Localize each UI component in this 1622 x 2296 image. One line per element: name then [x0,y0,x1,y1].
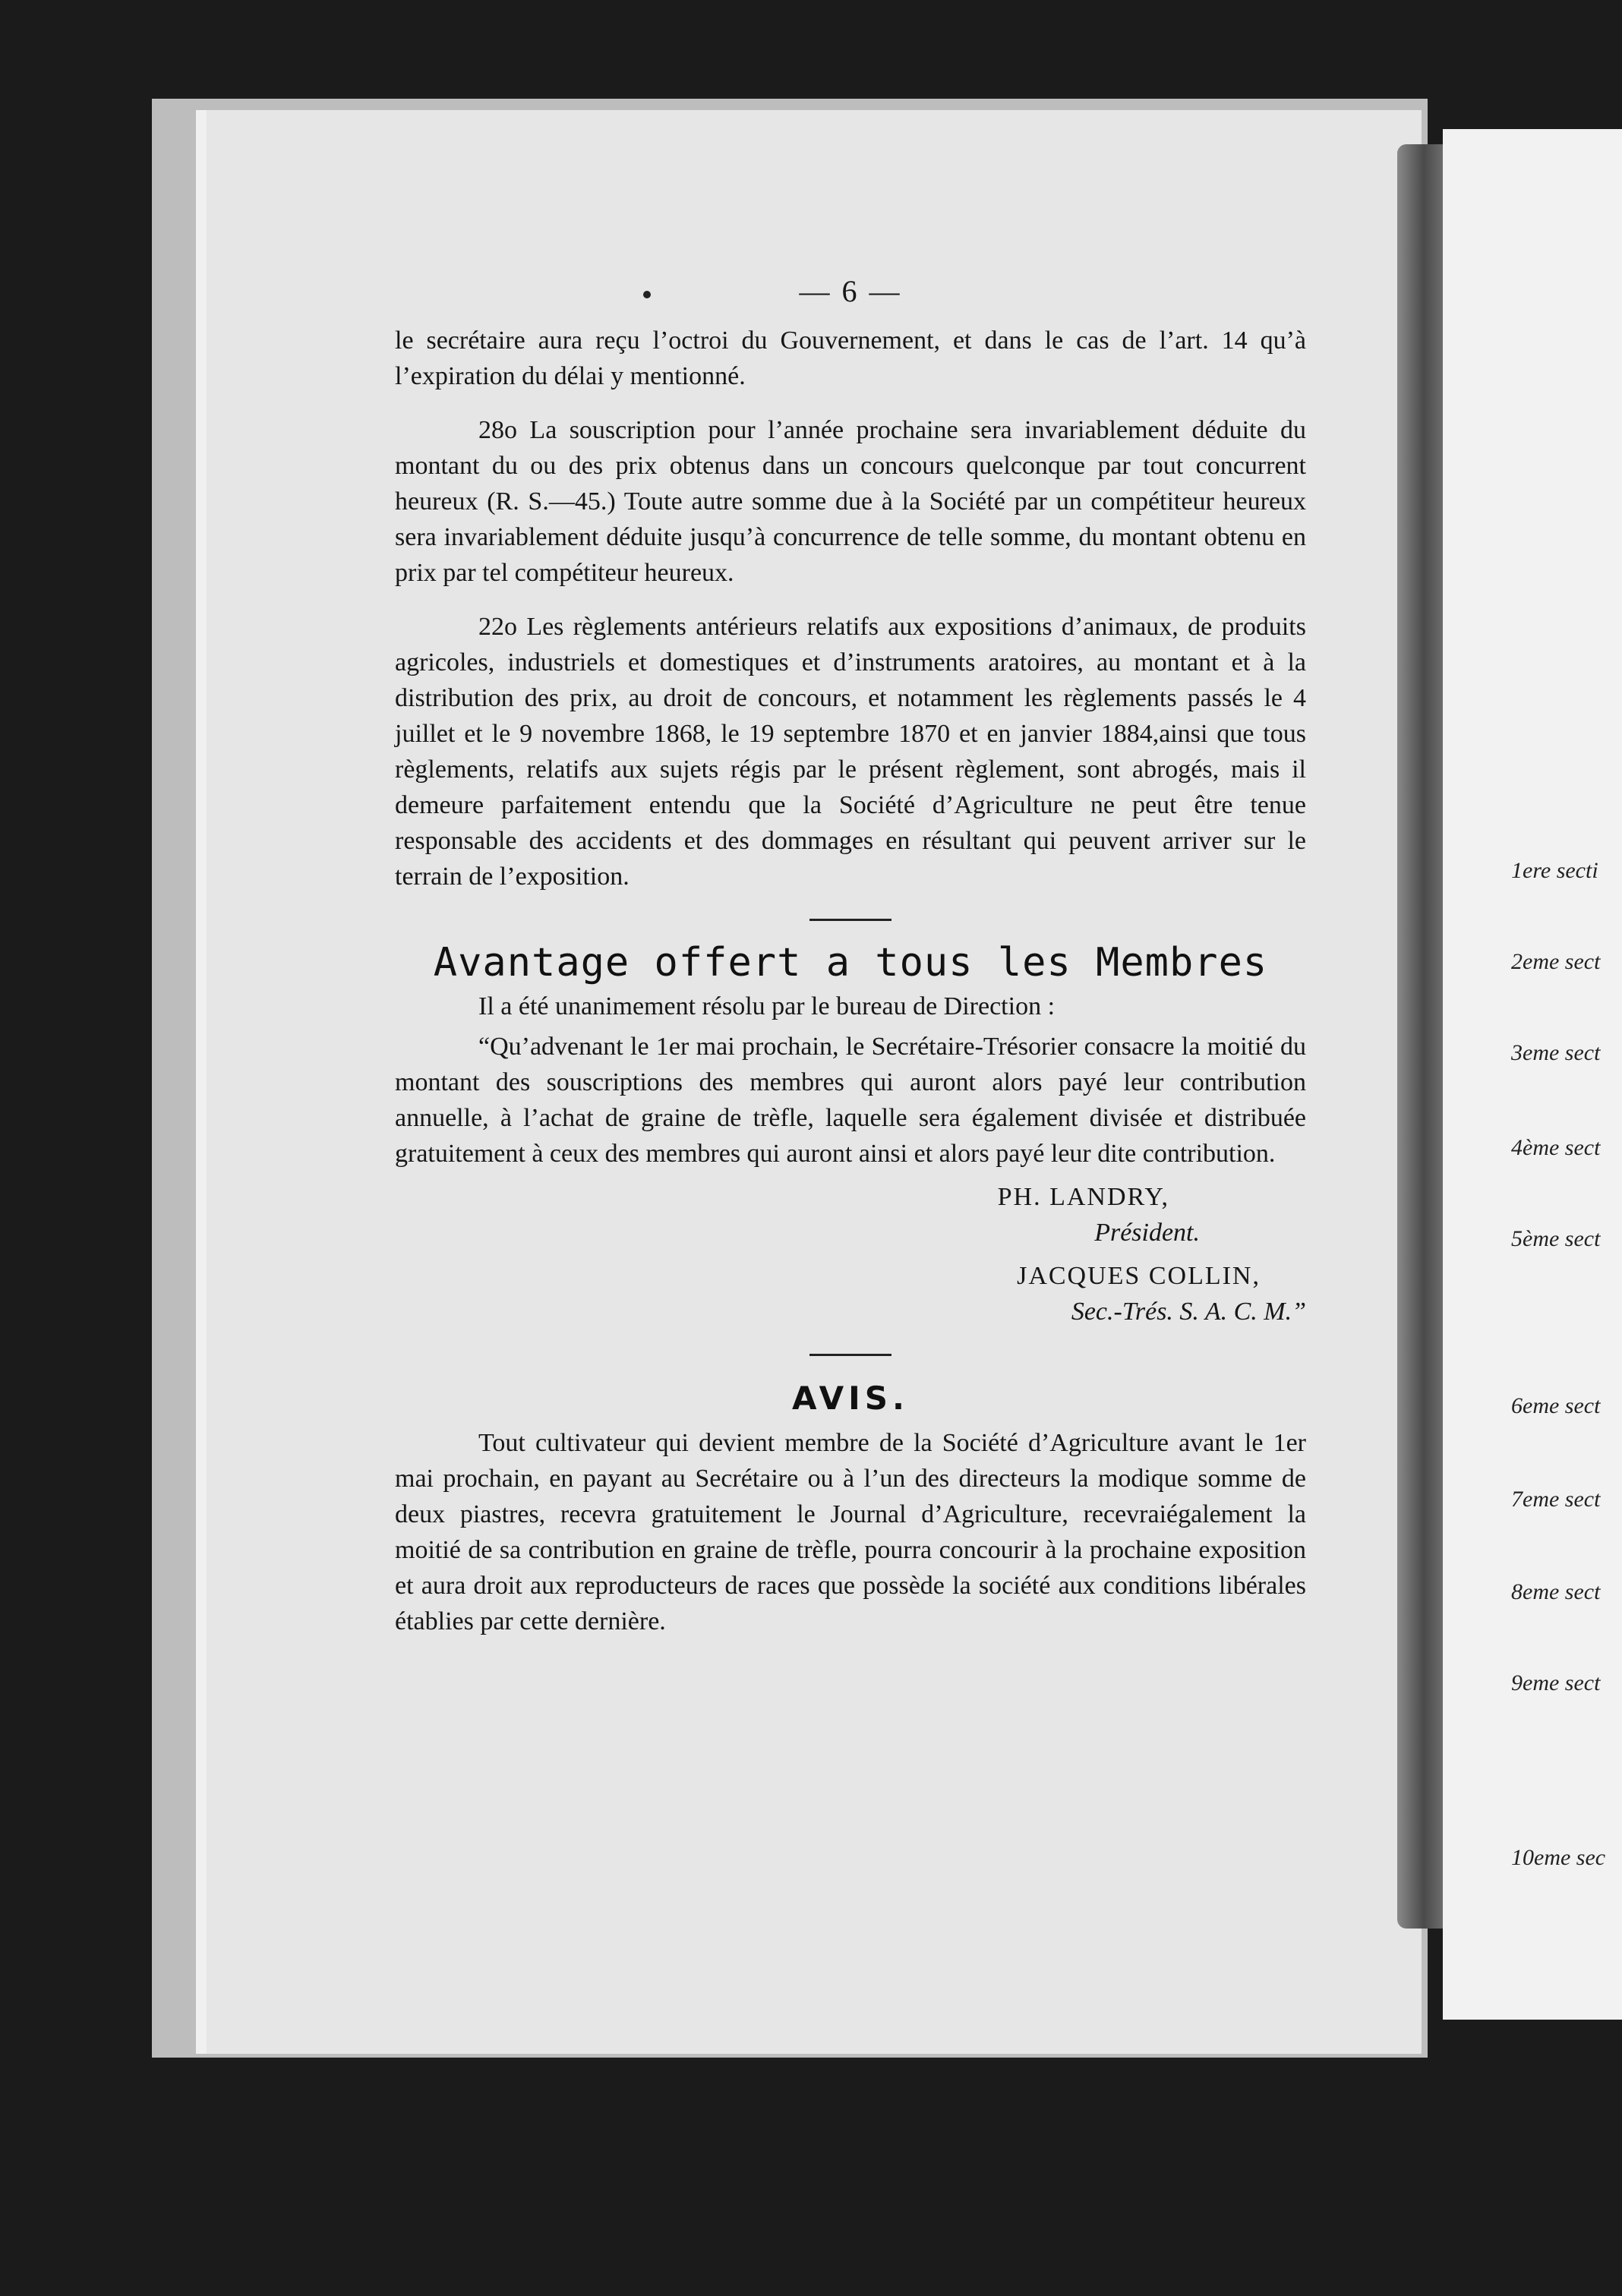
members-heading: Avantage offert a tous les Membres [433,940,1268,986]
section-divider-2 [809,1354,891,1356]
secretary-title: Sec.-Trés. S. A. C. M.” [1071,1298,1306,1326]
page-content [395,273,1306,1657]
page-number: — 6 — [799,274,902,308]
facing-page [1443,129,1622,2020]
signature-block [395,1179,1306,1329]
paragraph-article-22: 22o Les règlements antérieurs relatifs aux expositions d’animaux, de produits agricoles, industriels et domestiques et d’instruments aratoires, au montant et à la distribution des prix, au droit de concours, et notamment les règlements passés le 4 juillet et le 9 novembre 1868, le 19 septembre 1870 et en janvier 1884,ainsi que tous règlements, relatifs aux sujets régis par le présent règlement, sont abrogés, mais il demeure parfaitement entendu que la Société d’Agriculture ne peut être tenue responsable des accidents et des dommages en résultant qui peuvent arriver sur le terrain de l’exposition. [395,613,1306,891]
members-intro: Il a été unanimement résolu par le bureau de Direction : [478,992,1056,1020]
section-divider [809,919,891,921]
facing-label: 9eme sect [1511,1670,1601,1695]
facing-label: 8eme sect [1511,1579,1601,1604]
secretary-name: JACQUES COLLIN, [1017,1262,1261,1290]
paragraph-article-28: 28o La souscription pour l’année prochaine sera invariablement déduite du montant du ou des prix obtenus dans un concours quelconque par tout concurrent heureux (R. S.—45.) Toute autre somme due à la Société par un compétiteur heureux sera invariablement déduite jusqu’à concurrence de telle somme, du montant obtenu en prix par tel compétiteur heureux. [395,416,1306,587]
members-resolution: “Qu’advenant le 1er mai prochain, le Secrétaire-Trésorier consacre la moitié du montant des souscriptions des membres qui auront alors payé leur contribution annuelle, à l’achat de graine de trèfle, laquelle sera également divisée et distribuée gratuitement à ceux des membres qui auront ainsi et alors payé leur dite contribution. [395,1033,1306,1168]
facing-label: 1ere secti [1511,858,1598,883]
paragraph-continuation: le secrétaire aura reçu l’octroi du Gouvernement, et dans le cas de l’art. 14 qu’à l’expiration du délai y mentionné. [395,326,1306,390]
facing-label: 5ème sect [1511,1226,1601,1251]
avis-heading: AVIS. [792,1380,909,1417]
facing-label: 2eme sect [1511,949,1601,974]
facing-label: 10eme sec [1511,1845,1606,1870]
facing-label: 3eme sect [1511,1040,1601,1065]
facing-label: 7eme sect [1511,1487,1601,1512]
president-title: Président. [1094,1219,1200,1247]
president-name: PH. LANDRY, [997,1183,1169,1211]
facing-label: 6eme sect [1511,1393,1601,1418]
facing-label: 4ème sect [1511,1135,1601,1160]
avis-body: Tout cultivateur qui devient membre de la Société d’Agriculture avant le 1er mai prochain, en payant au Secrétaire ou à l’un des directeurs la modique somme de deux piastres, recevra gratuitement le Journal d’Agriculture, recevraiégalement la moitié de sa contribution en graine de trèfle, pourra concourir à la prochaine exposition et aura droit aux reproducteurs de races que possède la société aux conditions libérales établies par cette dernière. [395,1429,1306,1635]
